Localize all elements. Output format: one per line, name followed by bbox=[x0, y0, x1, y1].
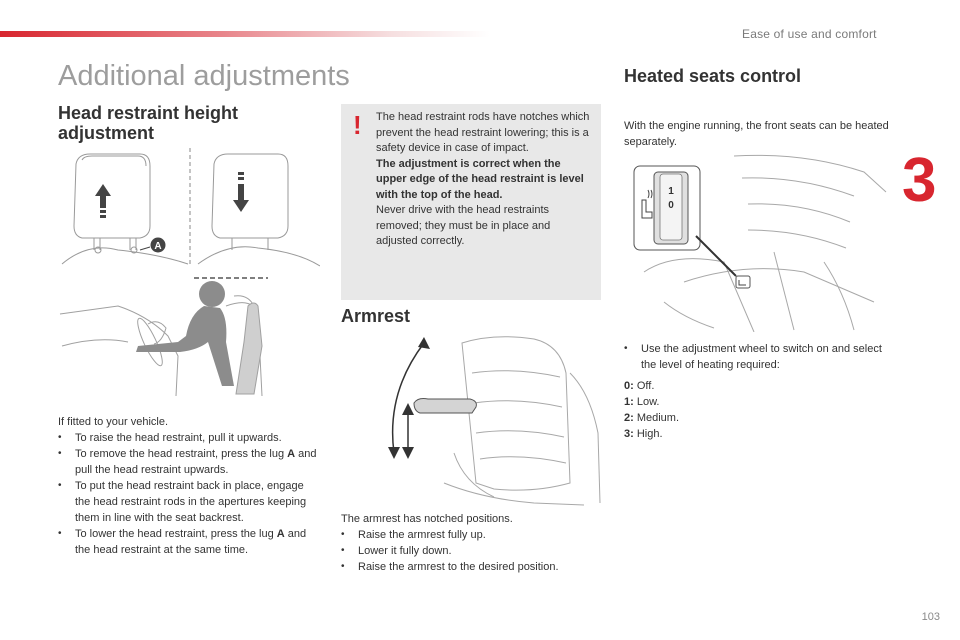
list-item bbox=[58, 446, 318, 478]
step-text: Raise the armrest fully up. bbox=[358, 529, 486, 541]
lug-reference: A bbox=[287, 448, 296, 460]
step-text: Use the adjustment wheel to switch on and select the level of heating required: bbox=[641, 343, 882, 371]
heated-seats-heading: Heated seats control bbox=[624, 66, 802, 86]
step-text: and the head restraint at the same time. bbox=[75, 528, 307, 556]
bullet-marker: • bbox=[58, 448, 62, 459]
head-restraint-heading: Head restraint height adjustment bbox=[58, 103, 239, 143]
page-number: 103 bbox=[921, 611, 940, 623]
step-text: To raise the head restraint, pull it upwards. bbox=[75, 432, 282, 444]
level-row bbox=[624, 410, 824, 426]
level-row bbox=[624, 394, 824, 410]
level-key: 3: bbox=[624, 428, 634, 440]
list-item bbox=[341, 559, 601, 575]
armrest-steps bbox=[341, 527, 601, 575]
warning-icon: ! bbox=[353, 110, 362, 140]
level-key: 2: bbox=[624, 412, 634, 424]
section-label: Ease of use and comfort bbox=[742, 27, 877, 41]
lug-reference: A bbox=[276, 528, 285, 540]
level-value: Off. bbox=[636, 380, 655, 392]
warning-paragraph: The head restraint rods have notches which prevent the head restraint lowering; this is a safety device in case of impact. bbox=[376, 111, 590, 154]
heated-seats-instruction bbox=[624, 341, 894, 373]
heating-levels bbox=[624, 378, 824, 442]
page-title: Additional adjustments bbox=[58, 60, 350, 92]
armrest-heading: Armrest bbox=[341, 306, 411, 326]
header-accent-bar bbox=[0, 31, 490, 37]
list-item bbox=[58, 478, 318, 526]
armrest-text bbox=[341, 511, 601, 575]
level-value: Medium. bbox=[636, 412, 680, 424]
head-restraint-intro: If fitted to your vehicle. bbox=[58, 416, 169, 428]
step-text: Raise the armrest to the desired position. bbox=[358, 561, 559, 573]
step-text: Lower it fully down. bbox=[358, 545, 452, 557]
warning-text bbox=[376, 110, 594, 250]
lug-a-label: A bbox=[154, 241, 162, 252]
level-key: 0: bbox=[624, 380, 634, 392]
bullet-marker: • bbox=[341, 561, 345, 572]
list-item bbox=[341, 543, 601, 559]
warning-box bbox=[341, 104, 601, 300]
armrest-intro: The armrest has notched positions. bbox=[341, 513, 513, 525]
bullet-marker: • bbox=[58, 480, 62, 491]
head-restraint-illustration bbox=[58, 146, 320, 398]
bullet-marker: • bbox=[624, 343, 628, 354]
level-row bbox=[624, 426, 824, 442]
heated-seats-steps bbox=[624, 341, 894, 373]
warning-paragraph: Never drive with the head restraints removed; they must be in place and adjusted correctly. bbox=[376, 204, 551, 247]
list-item bbox=[341, 527, 601, 543]
level-key: 1: bbox=[624, 396, 634, 408]
head-restraint-text bbox=[58, 414, 318, 558]
step-text: To lower the head restraint, press the lug bbox=[75, 528, 277, 540]
level-value: Low. bbox=[636, 396, 660, 408]
dial-level-high: 1 bbox=[668, 186, 674, 197]
armrest-illustration bbox=[384, 333, 602, 507]
level-row bbox=[624, 378, 824, 394]
level-value: High. bbox=[636, 428, 663, 440]
head-restraint-steps bbox=[58, 430, 318, 558]
step-text: To remove the head restraint, press the lug bbox=[75, 448, 288, 460]
bullet-marker: • bbox=[341, 529, 345, 540]
step-text: To put the head restraint back in place, engage the head restraint rods in the apertures keeping them in line with the seat backrest. bbox=[75, 480, 307, 524]
warning-emphasis: The adjustment is correct when the upper edge of the head restraint is level with the top of the head. bbox=[376, 157, 584, 201]
list-item bbox=[58, 526, 318, 558]
list-item bbox=[58, 430, 318, 446]
list-item bbox=[624, 341, 894, 373]
bullet-marker: • bbox=[58, 432, 62, 443]
heated-seats-intro: With the engine running, the front seats can be heated separately. bbox=[624, 120, 889, 148]
heated-seats-illustration bbox=[624, 152, 894, 332]
bullet-marker: • bbox=[341, 545, 345, 556]
chapter-number: 3 bbox=[902, 146, 937, 215]
dial-level-low: 0 bbox=[668, 200, 674, 211]
step-text: and pull the head restraint upwards. bbox=[75, 448, 317, 476]
bullet-marker: • bbox=[58, 528, 62, 539]
